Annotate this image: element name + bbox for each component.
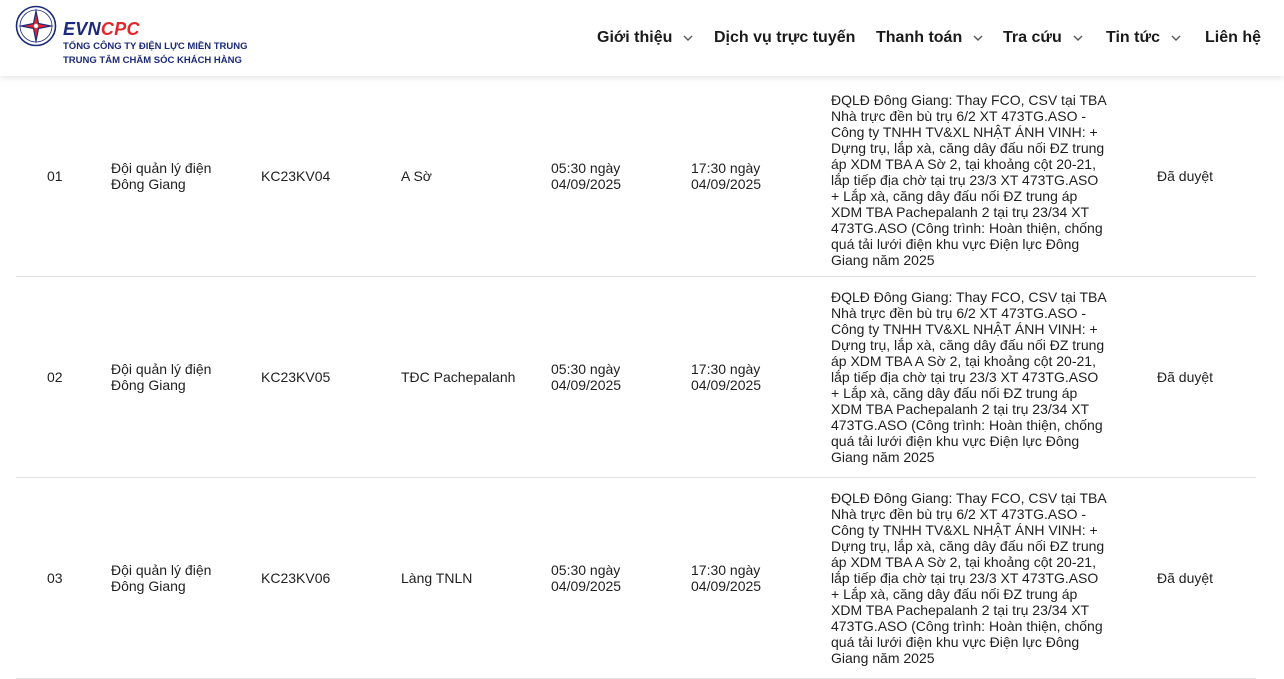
brand-evn: EVN [63,19,101,39]
cell-area: A Sờ [401,168,432,184]
cell-index: 03 [47,570,63,586]
nav-item-gioi-thieu[interactable] [597,28,694,48]
cell-end-time: 17:30 ngày 04/09/2025 [691,160,762,192]
nav-label: Liên hệ [1205,29,1262,46]
chevron-down-icon [972,32,984,44]
evncpc-logo[interactable] [15,5,255,71]
table-row [16,478,1256,679]
cell-description: ĐQLĐ Đông Giang: Thay FCO, CSV tại TBA Nhà trực đền bù trụ 6/2 XT 473TG.ASO - Công ty TNHH TV&XL NHẬT ÁNH VINH: + Dựng trụ, lắp xà, căng dây đấu nối ĐZ trung áp XDM TBA A Sờ 2, tại khoảng cột 20-21, lắp tiếp địa chờ tại trụ 23/3 XT 473TG.ASO + Lắp xà, căng dây đấu nối ĐZ trung áp XDM TBA Pachepalanh 2 tại trụ 23/34 XT 473TG.ASO (Công trình: Hoàn thiện, chống quá tải lưới điện khu vực Điện lực Đông Giang năm 2025 [831,289,1106,465]
cell-start-time: 05:30 ngày 04/09/2025 [551,562,622,594]
status-badge: Đã duyệt [1157,168,1214,184]
outage-schedule-table [16,76,1256,679]
cell-unit: Đội quản lý điện Đông Giang [111,160,212,192]
table-row [16,76,1256,277]
cell-description: ĐQLĐ Đông Giang: Thay FCO, CSV tại TBA Nhà trực đền bù trụ 6/2 XT 473TG.ASO - Công ty TNHH TV&XL NHẬT ÁNH VINH: + Dựng trụ, lắp xà, căng dây đấu nối ĐZ trung áp XDM TBA A Sờ 2, tại khoảng cột 20-21, lắp tiếp địa chờ tại trụ 23/3 XT 473TG.ASO + Lắp xà, căng dây đấu nối ĐZ trung áp XDM TBA Pachepalanh 2 tại trụ 23/34 XT 473TG.ASO (Công trình: Hoàn thiện, chống quá tải lưới điện khu vực Điện lực Đông Giang năm 2025 [831,490,1106,666]
brand-wordmark [63,19,140,40]
cell-index: 01 [47,168,63,184]
cell-unit: Đội quản lý điện Đông Giang [111,562,212,594]
chevron-down-icon [1072,32,1084,44]
table-row [16,277,1256,478]
brand-cpc: CPC [100,19,140,39]
nav-item-thanh-toan[interactable] [876,28,984,48]
cell-code: KC23KV06 [261,570,331,586]
cell-end-time: 17:30 ngày 04/09/2025 [691,562,762,594]
cell-description: ĐQLĐ Đông Giang: Thay FCO, CSV tại TBA Nhà trực đền bù trụ 6/2 XT 473TG.ASO - Công ty TNHH TV&XL NHẬT ÁNH VINH: + Dựng trụ, lắp xà, căng dây đấu nối ĐZ trung áp XDM TBA A Sờ 2, tại khoảng cột 20-21, lắp tiếp địa chờ tại trụ 23/3 XT 473TG.ASO + Lắp xà, căng dây đấu nối ĐZ trung áp XDM TBA Pachepalanh 2 tại trụ 23/34 XT 473TG.ASO (Công trình: Hoàn thiện, chống quá tải lưới điện khu vực Điện lực Đông Giang năm 2025 [831,92,1106,268]
nav-label: Tra cứu [1003,29,1062,46]
site-header [0,0,1284,76]
nav-item-dich-vu-truc-tuyen[interactable] [714,28,855,48]
chevron-down-icon [682,32,694,44]
nav-item-lien-he[interactable] [1205,28,1261,48]
evn-logo-icon [15,5,57,47]
status-badge: Đã duyệt [1157,369,1214,385]
nav-label: Thanh toán [876,29,963,46]
chevron-down-icon [1170,32,1182,44]
cell-index: 02 [47,369,63,385]
nav-item-tra-cuu[interactable] [1003,28,1084,48]
cell-code: KC23KV05 [261,369,331,385]
cell-start-time: 05:30 ngày 04/09/2025 [551,160,622,192]
nav-label: Tin tức [1106,29,1160,46]
status-badge: Đã duyệt [1157,570,1214,586]
nav-item-tin-tuc[interactable] [1106,28,1182,48]
cell-area: TĐC Pachepalanh [401,369,516,385]
nav-label: Dịch vụ trực tuyến [714,29,856,46]
cell-end-time: 17:30 ngày 04/09/2025 [691,361,762,393]
company-name: TỔNG CÔNG TY ĐIỆN LỰC MIỀN TRUNG [63,41,248,52]
cell-code: KC23KV04 [261,168,331,184]
company-subtitle: TRUNG TÂM CHĂM SÓC KHÁCH HÀNG [63,55,242,66]
cell-start-time: 05:30 ngày 04/09/2025 [551,361,622,393]
nav-label: Giới thiệu [597,29,673,46]
cell-area: Làng TNLN [401,570,473,586]
cell-unit: Đội quản lý điện Đông Giang [111,361,212,393]
